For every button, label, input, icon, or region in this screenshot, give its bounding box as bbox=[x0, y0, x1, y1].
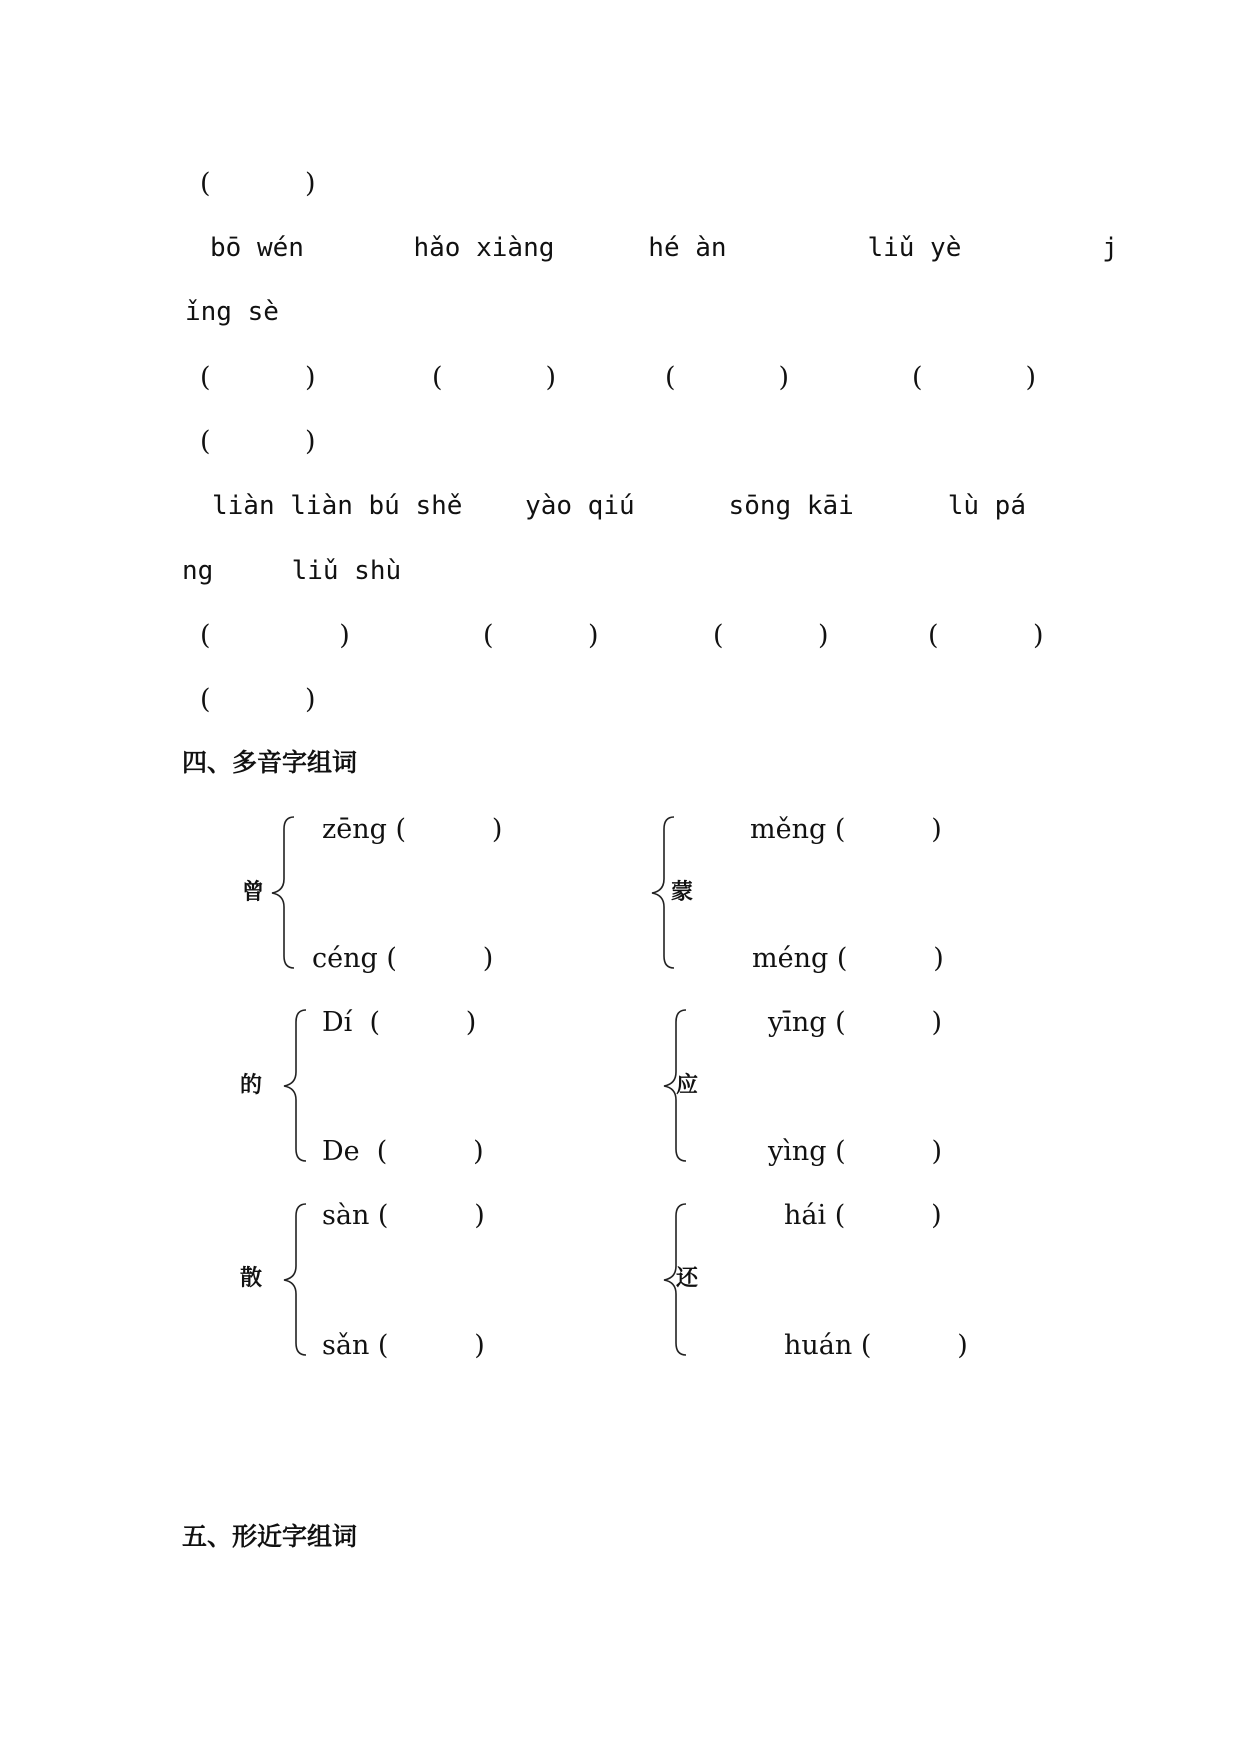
pinyin-line: ng liǔ shù bbox=[182, 556, 402, 586]
brace-icon bbox=[268, 815, 298, 970]
answer-blank[interactable]: ( ) bbox=[928, 620, 1044, 651]
answer-blank[interactable]: ( ) bbox=[912, 362, 1037, 393]
pinyin-option: huán ( ) bbox=[784, 1330, 968, 1361]
answer-blank[interactable]: ( ) bbox=[200, 684, 316, 715]
pinyin-option: sàn ( ) bbox=[322, 1200, 485, 1231]
answer-blank[interactable]: ( ) bbox=[200, 362, 316, 393]
polyphone-char: 散 bbox=[240, 1266, 263, 1291]
polyphone-char: 曾 bbox=[242, 880, 265, 905]
pinyin-option: měng ( ) bbox=[750, 814, 942, 845]
polyphone-char: 还 bbox=[676, 1266, 699, 1291]
polyphone-char: 蒙 bbox=[671, 880, 694, 905]
pinyin-option: méng ( ) bbox=[752, 943, 944, 974]
answer-blank[interactable]: ( ) bbox=[713, 620, 829, 651]
answer-blank[interactable]: ( ) bbox=[200, 168, 316, 199]
pinyin-option: sǎn ( ) bbox=[322, 1330, 485, 1361]
answer-blank[interactable]: ( ) bbox=[200, 620, 350, 651]
section-heading: 四、多音字组词 bbox=[182, 748, 358, 777]
pinyin-option: zēng ( ) bbox=[322, 814, 503, 845]
pinyin-line: ǐng sè bbox=[185, 297, 279, 327]
pinyin-option: hái ( ) bbox=[784, 1200, 942, 1231]
answer-blank[interactable]: ( ) bbox=[432, 362, 557, 393]
brace-icon bbox=[280, 1008, 310, 1163]
pinyin-option: céng ( ) bbox=[312, 943, 494, 974]
polyphone-char: 应 bbox=[676, 1073, 699, 1098]
answer-blank[interactable]: ( ) bbox=[483, 620, 599, 651]
section-heading: 五、形近字组词 bbox=[182, 1522, 358, 1551]
pinyin-line: liàn liàn bú shě yào qiú sōng kāi lù pá bbox=[212, 491, 1026, 521]
brace-icon bbox=[280, 1202, 310, 1357]
pinyin-option: Dí ( ) bbox=[322, 1007, 477, 1038]
answer-blank[interactable]: ( ) bbox=[200, 426, 316, 457]
polyphone-char: 的 bbox=[240, 1073, 263, 1098]
pinyin-option: De ( ) bbox=[322, 1136, 484, 1167]
pinyin-option: yìng ( ) bbox=[768, 1136, 943, 1167]
pinyin-option: yīng ( ) bbox=[768, 1007, 943, 1038]
answer-blank[interactable]: ( ) bbox=[665, 362, 790, 393]
pinyin-line: bō wén hǎo xiàng hé àn liǔ yè j bbox=[210, 233, 1118, 263]
